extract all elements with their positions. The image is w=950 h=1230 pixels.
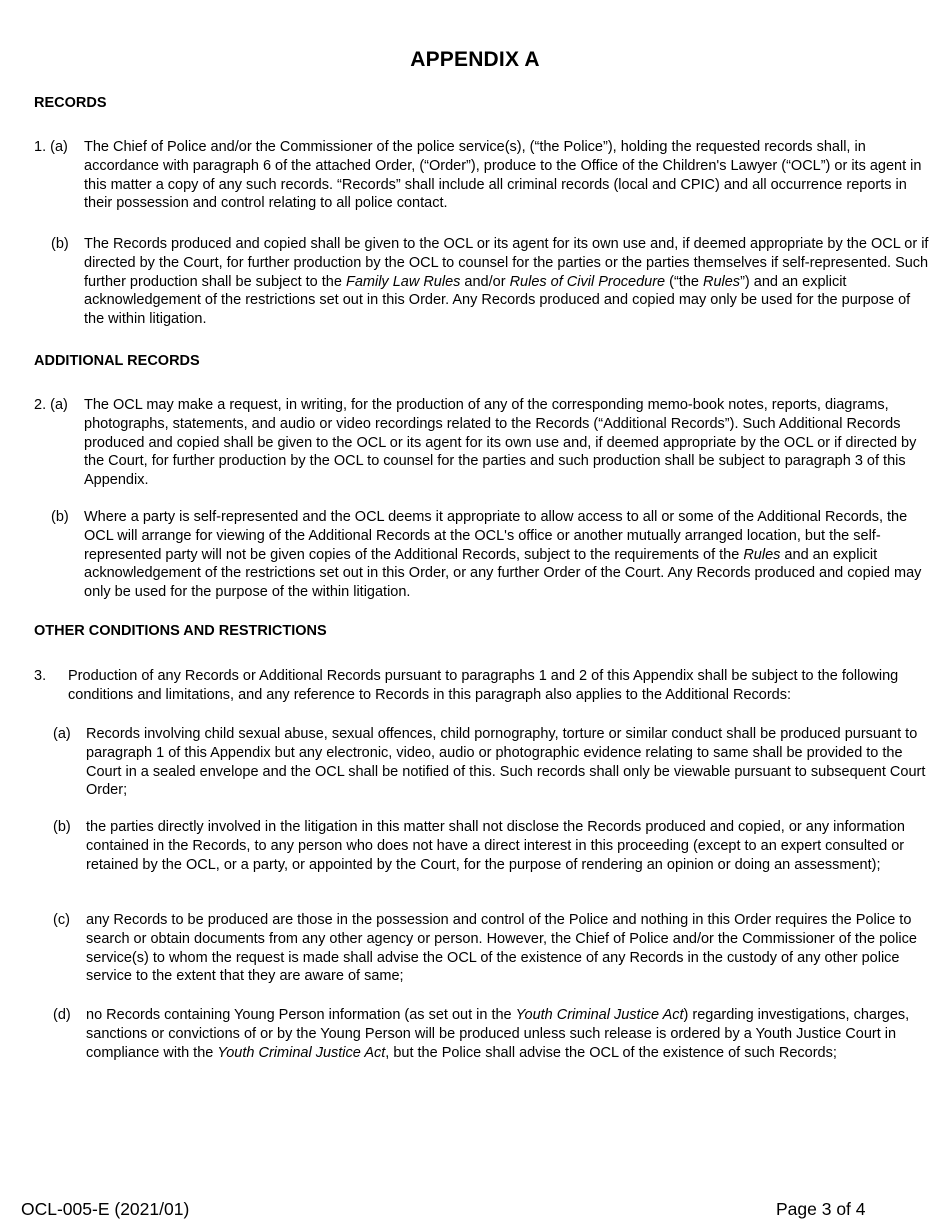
paragraph-number: (c) <box>53 912 70 928</box>
paragraph-number: 2. (a) <box>34 397 68 413</box>
section-heading-other-conditions: OTHER CONDITIONS AND RESTRICTIONS <box>34 623 327 639</box>
paragraph-number: 1. (a) <box>34 139 68 155</box>
paragraph-number: (b) <box>53 819 71 835</box>
form-identifier: OCL-005-E (2021/01) <box>21 1199 190 1219</box>
italic-citation: Youth Criminal Justice Act <box>217 1044 386 1061</box>
paragraph-2b <box>51 508 930 602</box>
paragraph-2a <box>34 396 930 490</box>
paragraph-3b <box>53 818 930 874</box>
paragraph-text: Where a party is self-represented and the OCL deems it appropriate to allow access to all or some of the Additional Records, the OCL will arrange for viewing of the Additional Records at the OCL's office or another mutually arranged location, but the self-represented party will not be given copies of the Additional Records, subject to the requirements of the Rules and an explicit acknowledgement of the restrictions set out in this Order, or any further Order of the Court. Any Records produced and copied may only be used for the purpose of the within litigation. <box>84 509 922 601</box>
paragraph-number: (b) <box>51 509 69 525</box>
italic-citation: Rules of Civil Procedure <box>509 273 666 290</box>
section-heading-additional-records: ADDITIONAL RECORDS <box>34 353 200 369</box>
italic-citation: Family Law Rules <box>345 273 461 290</box>
paragraph-3a <box>53 725 930 800</box>
paragraph-text: any Records to be produced are those in the possession and control of the Police and nothing in this Order requires the Police to search or obtain documents from any other agency or person. However, the Chief of Police and/or the Commissioner of the police service(s) to whom the request is made shall advise the OCL of the existence of any Records in the custody of any other police service to the extent that they are aware of same; <box>86 912 917 985</box>
italic-citation: Rules <box>702 273 741 290</box>
paragraph-3c <box>53 911 930 986</box>
paragraph-number: (b) <box>51 236 69 252</box>
italic-citation: Youth Criminal Justice Act <box>515 1007 684 1023</box>
paragraph-3d <box>53 1006 930 1062</box>
paragraph-text: The OCL may make a request, in writing, for the production of any of the corresponding memo-book notes, reports, diagrams, photographs, statements, and audio or video recordings related to the Records (“Additional Records”). Such Additional Records produced and copied shall be given to the OCL or its agent for its own use and, if deemed appropriate by the OCL or if directed by the Court, for further production by the OCL to counsel for the parties and such production shall be subject to paragraph 3 of this Appendix. <box>84 397 917 489</box>
paragraph-text: The Records produced and copied shall be given to the OCL or its agent for its own use and, if deemed appropriate by the OCL or if directed by the Court, for further production by the OCL to counsel for the parties or the parties themselves if self-represented. Such further production shall be subject to the Family Law Rules and/or Rules of Civil Procedure (“the Rules”) and an explicit acknowledgement of the restrictions set out in this Order. Any Records produced and copied may only be used for the purpose of the within litigation. <box>84 236 929 328</box>
italic-citation: Rules <box>743 546 781 563</box>
page-title: APPENDIX A <box>410 48 540 71</box>
paragraph-1a <box>34 138 930 213</box>
paragraph-number: (a) <box>53 726 71 742</box>
paragraph-text: Production of any Records or Additional Records pursuant to paragraphs 1 and 2 of this Appendix shall be subject to the following conditions and limitations, and any reference to Records in this paragraph also applies to the Additional Records: <box>68 668 899 703</box>
paragraph-number: (d) <box>53 1007 71 1023</box>
section-heading-records: RECORDS <box>34 95 107 111</box>
paragraph-3 <box>34 667 930 705</box>
paragraph-text: The Chief of Police and/or the Commissioner of the police service(s), (“the Police”), holding the requested records shall, in accordance with paragraph 6 of the attached Order, (“Order”), produce to the Office of the Children's Lawyer (“OCL”) or its agent in this matter a copy of any such records. “Records” shall include all criminal records (local and CPIC) and all occurrence reports in their possession and control relating to all police contact. <box>84 139 922 212</box>
paragraph-1b <box>51 235 930 329</box>
paragraph-number: 3. <box>34 668 47 684</box>
paragraph-text: no Records containing Young Person information (as set out in the Youth Criminal Justice Act) regarding investigations, charges, sanctions or convictions of or by the Young Person will be produced unless such release is ordered by a Youth Justice Court in compliance with the Youth Criminal Justice Act, but the Police shall advise the OCL of the existence of such Records; <box>86 1007 910 1061</box>
page-number: Page 3 of 4 <box>776 1199 866 1219</box>
paragraph-text: Records involving child sexual abuse, sexual offences, child pornography, torture or similar conduct shall be produced pursuant to paragraph 1 of this Appendix but any electronic, video, audio or photographic evidence relating to same shall be provided to the Court in a sealed envelope and the OCL shall be notified of this. Such records shall only be viewable pursuant to subsequent Court Order; <box>86 726 926 799</box>
paragraph-text: the parties directly involved in the litigation in this matter shall not disclose the Records produced and copied, or any information contained in the Records, to any person who does not have a direct interest in this proceeding (except to an expert consulted or retained by the OCL, or a party, or appointed by the Court, for the purpose of rendering an opinion or doing an assessment); <box>86 819 905 873</box>
